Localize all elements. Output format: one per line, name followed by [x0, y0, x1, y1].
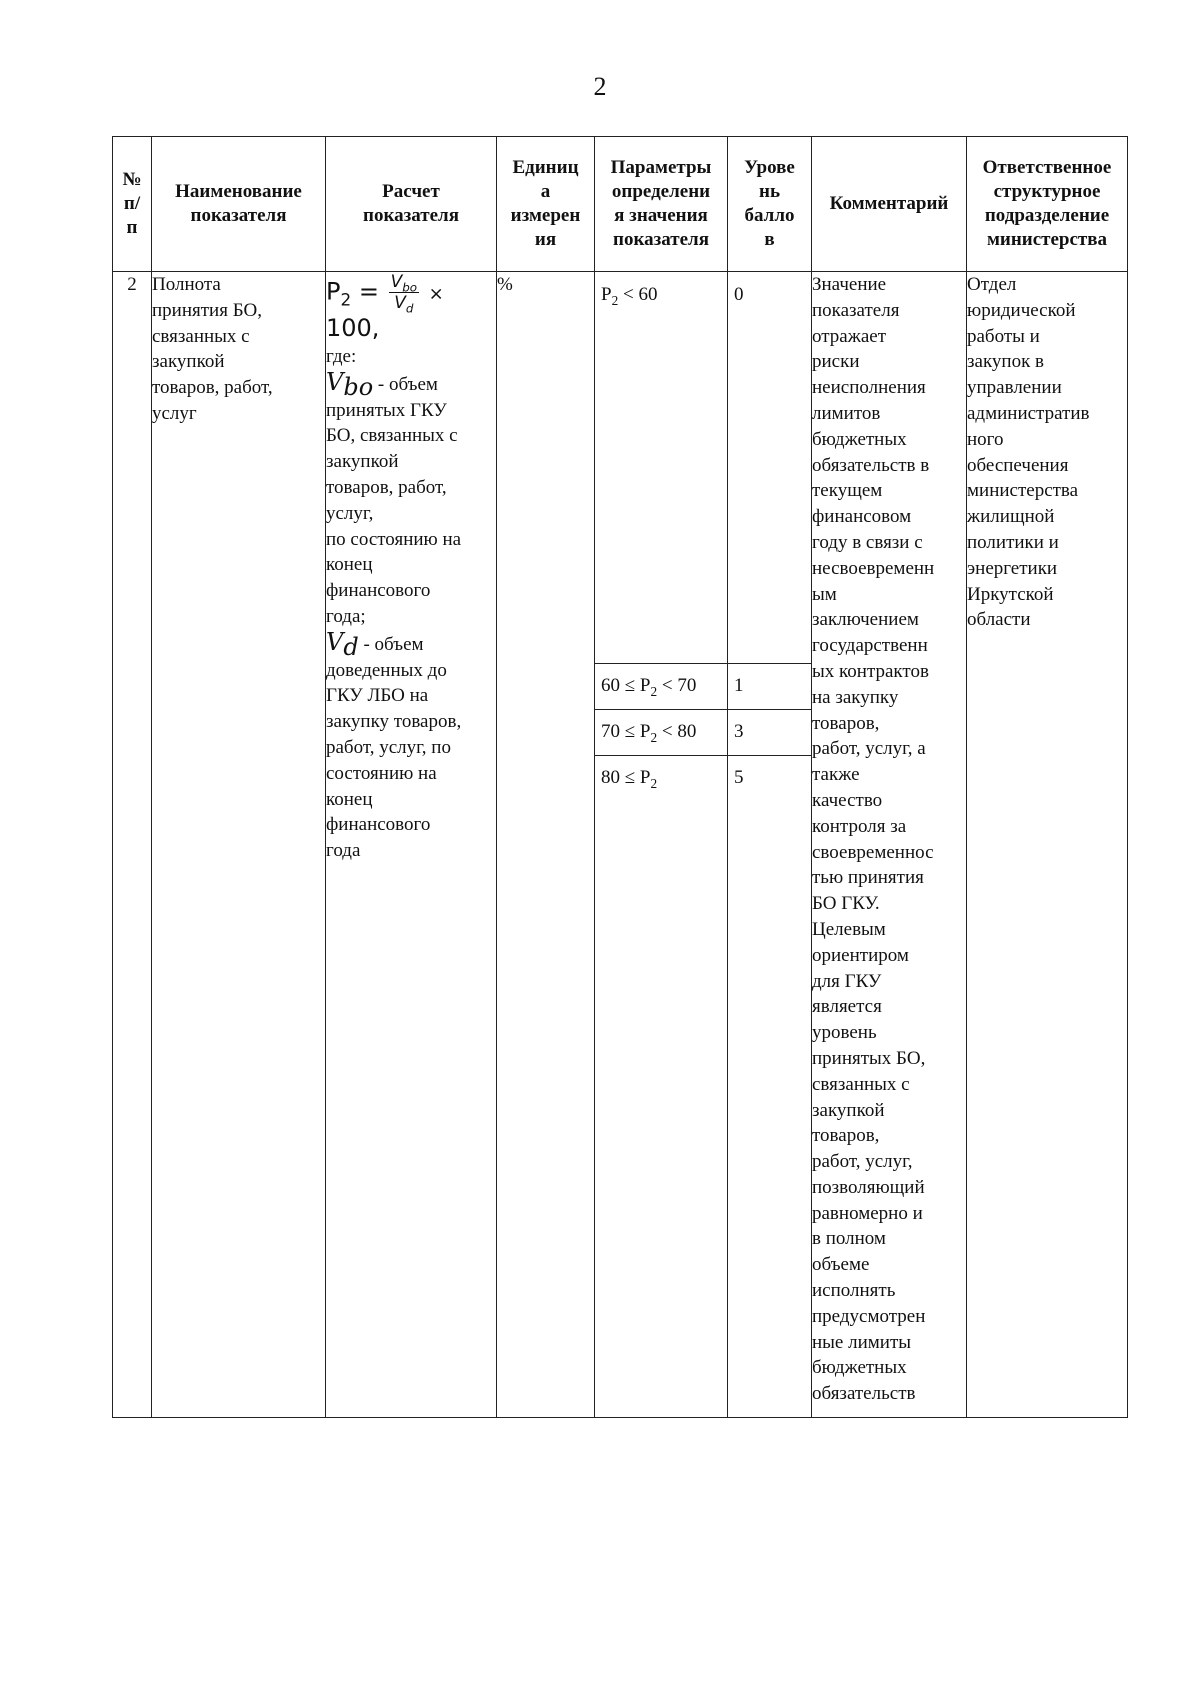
formula-times: × — [428, 283, 444, 305]
text-line: отражает — [812, 325, 887, 347]
text-line: услуг — [152, 402, 197, 424]
frac-numerator-sub: bo — [402, 280, 418, 295]
text-line: административ — [967, 402, 1090, 424]
text-line: управлении — [967, 377, 1062, 399]
vd-sub: d — [343, 632, 359, 661]
text-line: обеспечения — [967, 454, 1069, 476]
text-line: финансового — [326, 580, 431, 602]
text-line: работ, услуг, по — [326, 736, 451, 758]
formula-multiplier: 100, — [326, 314, 380, 342]
variable-vbo-def — [326, 367, 496, 401]
text-line: Полнота — [152, 274, 221, 295]
text-line: Иркутской — [967, 583, 1054, 605]
vbo-first: - объем — [373, 373, 438, 395]
text-line: в — [764, 229, 775, 250]
text-line: ых контрактов — [812, 660, 929, 682]
score-value: 5 — [734, 767, 744, 788]
vbo-lines — [326, 398, 496, 630]
scores-cell — [728, 272, 812, 1418]
header-num — [113, 137, 152, 272]
header-score — [728, 137, 812, 272]
text-line: доведенных до — [326, 659, 447, 681]
text-line: закупкой — [326, 451, 399, 473]
param-range: $P_2 < 60$ — [595, 272, 727, 664]
param-range: $60 \le P_2 < 70$ — [595, 664, 727, 710]
text-line: работ, услуг, — [812, 1151, 913, 1173]
score-value: 3 — [728, 710, 811, 756]
text-line: юридической — [967, 299, 1076, 321]
text-line: лимитов — [812, 402, 881, 424]
text-line: показателя — [812, 299, 900, 321]
text-line: товаров, работ, — [152, 377, 273, 399]
header-comment — [812, 137, 967, 272]
variable-vd-def — [326, 627, 496, 661]
text-line: обязательств — [812, 1383, 916, 1405]
text-line: области — [967, 609, 1031, 631]
formula-fraction — [389, 272, 419, 316]
text-line: п — [126, 217, 138, 238]
text-line: Отдел — [967, 274, 1017, 295]
text-line: в полном — [812, 1228, 886, 1250]
text-line: я значения — [614, 205, 708, 226]
text-line: Комментарий — [829, 193, 949, 214]
text-line: закупкой — [152, 351, 225, 373]
text-line: измерен — [510, 205, 581, 226]
score-value: 0 — [728, 272, 811, 664]
vd-lines — [326, 658, 496, 864]
indicator-name — [152, 272, 326, 1418]
text-line: министерства — [967, 480, 1079, 502]
text-line: № — [122, 169, 142, 190]
text-line: качество — [812, 789, 883, 811]
text-line: работ, услуг, а — [812, 738, 926, 760]
text-line: ия — [534, 229, 557, 250]
text-line: заключением — [812, 609, 919, 631]
header-calc — [326, 137, 497, 272]
text-line: показателя — [613, 229, 709, 250]
page-number: 2 — [593, 72, 607, 101]
formula — [326, 272, 496, 344]
text-line: закупкой — [812, 1099, 885, 1121]
text-line: ориентиром — [812, 944, 909, 966]
text-line: балло — [744, 205, 795, 226]
text-line: показателя — [190, 205, 287, 226]
header-row — [113, 137, 1128, 272]
text-line: финансового — [326, 814, 431, 836]
text-line: несвоевременн — [812, 557, 935, 579]
text-line: закупку товаров, — [326, 711, 462, 733]
text-line: позволяющий — [812, 1176, 925, 1198]
text-line: Единиц — [512, 157, 579, 178]
header-responsible — [967, 137, 1128, 272]
text-line: года — [326, 840, 361, 862]
indicator-calculation — [326, 272, 497, 1418]
param-range: $70 \le P_2 < 80$ — [595, 710, 727, 756]
text-line: определени — [611, 181, 711, 202]
header-name — [152, 137, 326, 272]
text-line: состоянию на — [326, 762, 437, 784]
unit-of-measure: % — [497, 272, 595, 1418]
text-line: риски — [812, 351, 860, 373]
text-line: Целевым — [812, 918, 886, 940]
param-range: $80 \le P_2$ — [601, 767, 658, 791]
text-line: товаров, — [812, 1125, 880, 1147]
text-line: товаров, работ, — [326, 476, 447, 498]
vd-first: - объем — [358, 633, 424, 655]
text-line: государственн — [812, 635, 928, 657]
text-line: а — [540, 181, 551, 202]
text-line: услуг, — [326, 502, 374, 524]
text-line: Значение — [812, 274, 887, 295]
header-params — [595, 137, 728, 272]
text-line: исполнять — [812, 1280, 896, 1302]
vbo-symbol: V — [326, 367, 344, 396]
text-line: обязательств в — [812, 454, 930, 476]
text-line: БО ГКУ. — [812, 893, 880, 915]
text-line: структурное — [993, 181, 1101, 202]
header-unit — [497, 137, 595, 272]
text-line: на закупку — [812, 686, 899, 708]
text-line: предусмотрен — [812, 1305, 926, 1327]
text-line: Наименование — [175, 181, 302, 202]
text-line: года; — [326, 605, 366, 627]
text-line: Расчет — [382, 181, 440, 202]
text-line: ГКУ ЛБО на — [326, 685, 429, 707]
text-line: принятых БО, — [812, 1047, 926, 1069]
text-line: связанных с — [152, 325, 250, 347]
text-line: является — [812, 996, 882, 1018]
text-line: ым — [812, 583, 837, 605]
vd-symbol: V — [326, 627, 344, 656]
responsible-unit — [967, 272, 1128, 1418]
indicator-table — [112, 136, 1128, 1418]
text-line: министерства — [986, 229, 1108, 250]
text-line: своевременнос — [812, 841, 934, 863]
comment — [812, 272, 967, 1418]
text-line: принятия БО, — [152, 299, 262, 321]
text-line: ные лимиты — [812, 1331, 912, 1353]
text-line: товаров, — [812, 712, 880, 734]
params-cell — [595, 272, 728, 1418]
text-line: закупок в — [967, 351, 1045, 373]
text-line: для ГКУ — [812, 970, 882, 992]
frac-denominator-sub: d — [405, 301, 414, 316]
where-label: где: — [326, 346, 357, 367]
vbo-sub: bo — [343, 372, 374, 401]
text-line: связанных с — [812, 1073, 910, 1095]
table-row — [113, 272, 1128, 1418]
text-line: также — [812, 764, 860, 786]
text-line: БО, связанных с — [326, 425, 458, 447]
text-line: объеме — [812, 1254, 870, 1276]
text-line: финансовом — [812, 506, 912, 528]
text-line: жилищной — [967, 506, 1055, 528]
text-line: Ответственное — [982, 157, 1112, 178]
text-line: Параметры — [610, 157, 712, 178]
text-line: п/ — [123, 193, 141, 214]
text-line: текущем — [812, 480, 883, 502]
text-line: уровень — [812, 1022, 877, 1044]
text-line: принятых ГКУ — [326, 399, 447, 421]
text-line: показателя — [363, 205, 459, 226]
text-line: неисполнения — [812, 377, 926, 399]
frac-numerator: V — [390, 272, 403, 292]
text-line: году в связи с — [812, 531, 923, 553]
text-line: равномерно и — [812, 1202, 923, 1224]
text-line: работы и — [967, 325, 1040, 347]
row-number: 2 — [113, 272, 152, 1418]
text-line: конец — [326, 788, 373, 810]
text-line: тью принятия — [812, 867, 924, 889]
text-line: конец — [326, 554, 373, 576]
score-value: 1 — [728, 664, 811, 710]
text-line: Урове — [744, 157, 795, 178]
text-line: бюджетных — [812, 1357, 907, 1379]
formula-lhs: P — [326, 277, 341, 306]
text-line: нь — [759, 181, 780, 202]
formula-lhs-sub: 2 — [340, 289, 352, 310]
text-line: по состоянию на — [326, 528, 462, 550]
text-line: подразделение — [984, 205, 1110, 226]
text-line: бюджетных — [812, 428, 907, 450]
formula-equals: = — [358, 277, 379, 306]
text-line: политики и — [967, 531, 1059, 553]
text-line: ного — [967, 428, 1004, 450]
frac-denominator: V — [394, 293, 406, 313]
text-line: контроля за — [812, 815, 907, 837]
text-line: энергетики — [967, 557, 1058, 579]
